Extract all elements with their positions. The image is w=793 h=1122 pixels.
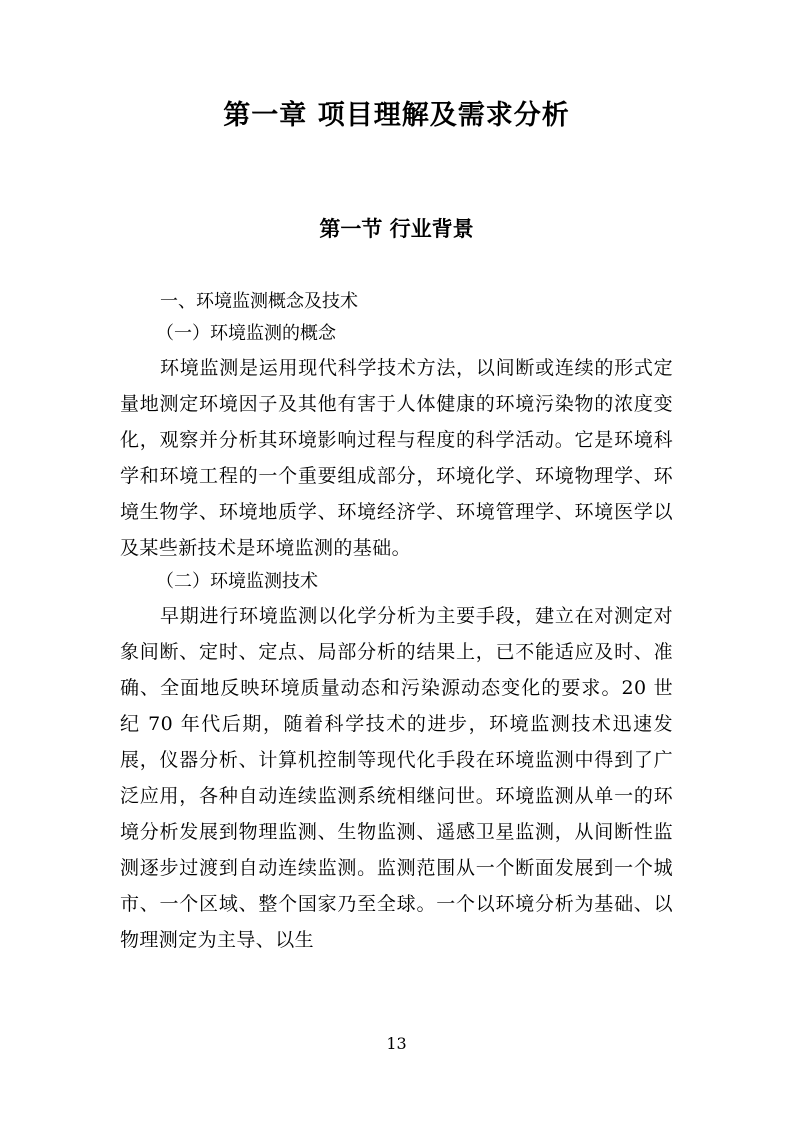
chapter-title: 第一章 项目理解及需求分析	[223, 100, 570, 131]
heading-environment-monitoring: 一、环境监测概念及技术	[160, 291, 358, 312]
paragraph-concept: 环境监测是运用现代科学技术方法，以间断或连续的形式定量地测定环境因子及其他有害于人体健康的环境污染物的浓度变化，观察并分析其环境影响过程与程度的科学活动。它是环境科学和环境工程的一个重要组成部分，环境化学、环境物理学、环境生物学、环境地质学、环境经济学、环境管理学、环境医学以及某些新技术是环境监测的基础。	[120, 357, 673, 559]
subheading-technology: （二）环境监测技术	[156, 571, 318, 592]
page-number: 13	[386, 1034, 407, 1053]
document-body	[120, 286, 673, 958]
section-title: 第一节 行业背景	[319, 217, 474, 241]
paragraph-technology: 早期进行环境监测以化学分析为主要手段，建立在对测定对象间断、定时、定点、局部分析的结果上，已不能适应及时、准确、全面地反映环境质量动态和污染源动态变化的要求。20 世纪 70 年代后期，随着科学技术的进步，环境监测技术迅速发展，仪器分析、计算机控制等现代化手段在环境监测中得到了广泛应用，各种自动连续监测系统相继问世。环境监测从单一的环境分析发展到物理监测、生物监测、遥感卫星监测，从间断性监测逐步过渡到自动连续监测。监测范围从一个断面发展到一个城市、一个区域、整个国家乃至全球。一个以环境分析为基础、以物理测定为主导、以生	[120, 605, 673, 951]
subheading-concept: （一）环境监测的概念	[156, 323, 336, 344]
